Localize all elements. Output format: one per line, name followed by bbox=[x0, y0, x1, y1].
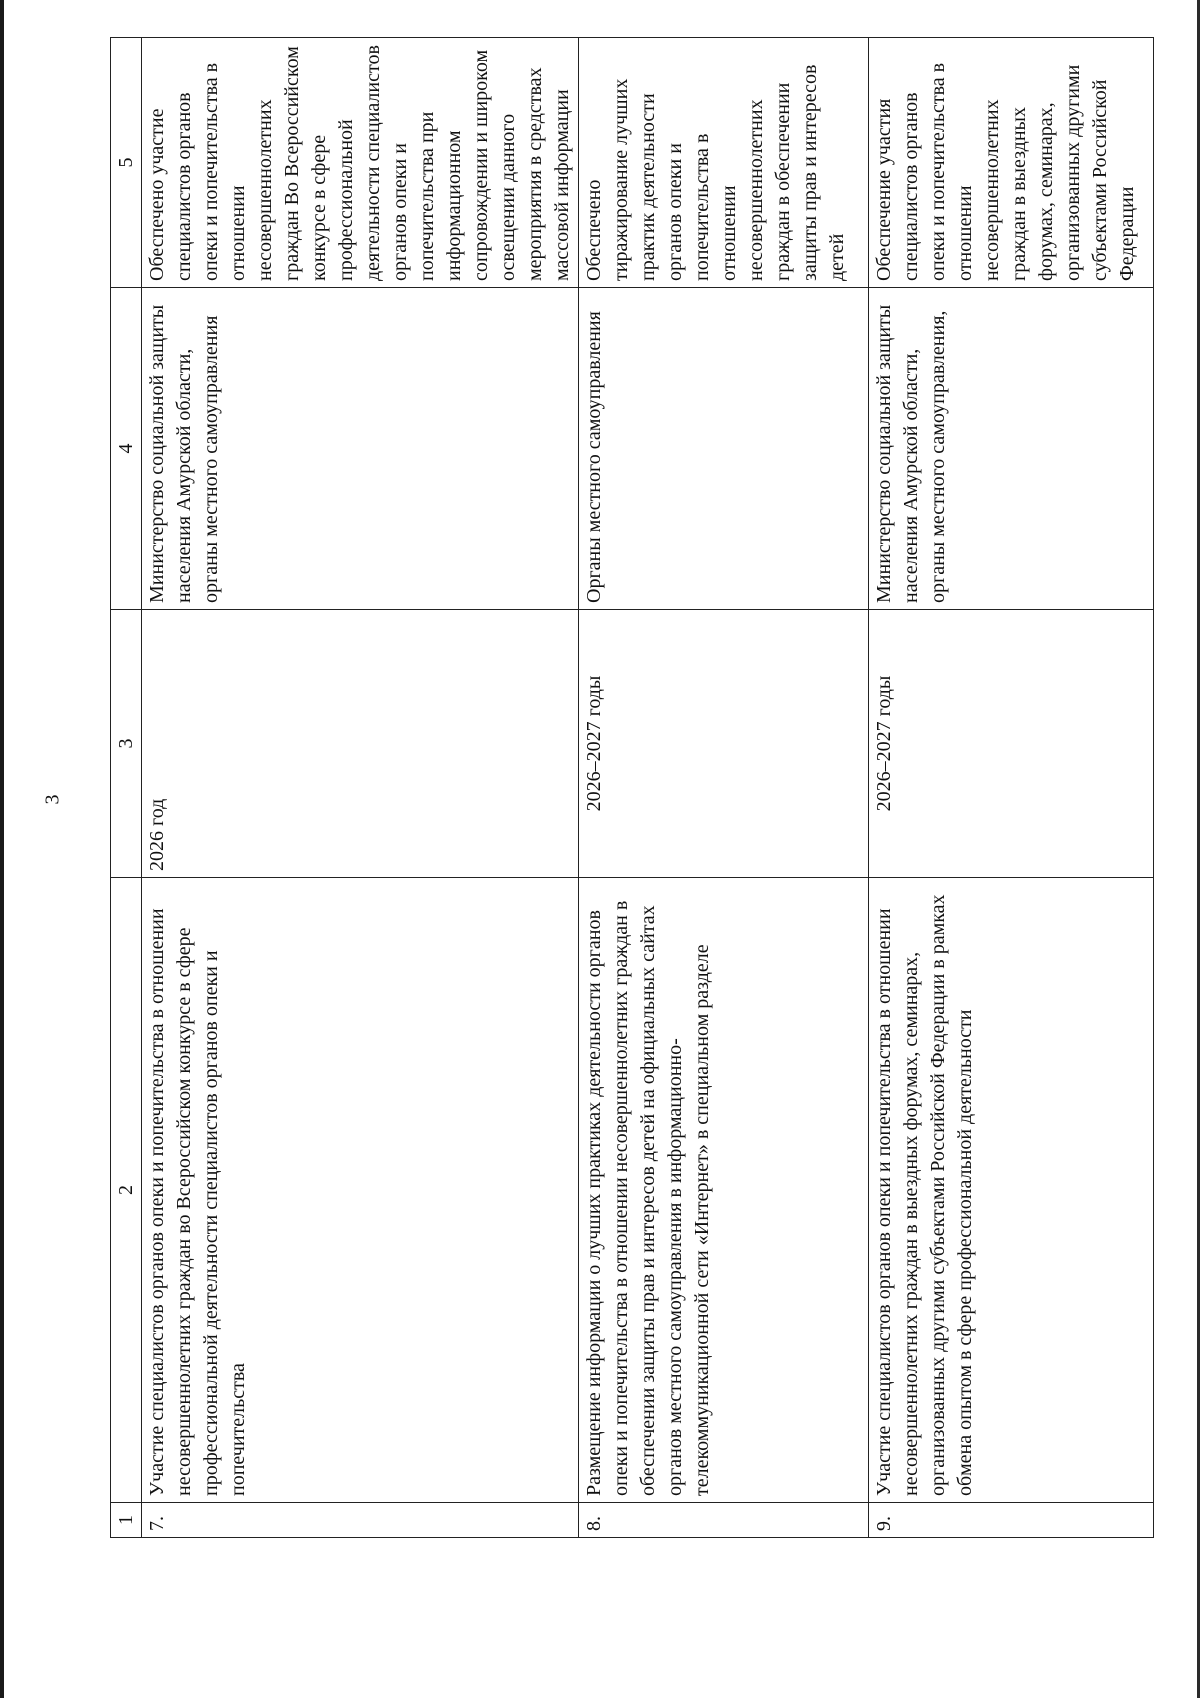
page-number: 3 bbox=[41, 794, 64, 805]
result-cell: Обеспечение участия специалистов органов опеки и попечительства в отношении несовершеннолетних граждан в выездных форумах, семинарах, организованных другими субъектами Российской Федерации bbox=[869, 38, 1154, 288]
event-cell: Размещение информации о лучших практиках деятельности органов опеки и попечительства в отношении несовершеннолетних граждан в обеспечении защиты прав и интересов детей на официальных сайтах органов местного самоуправления в информационно-телекоммуникационной сети «Интернет» в специальном разделе bbox=[579, 878, 869, 1503]
executors-cell: Министерство социальной защиты населения Амурской области, органы местного самоуправления bbox=[142, 288, 579, 610]
column-header-4: 4 bbox=[111, 288, 142, 610]
measures-table bbox=[110, 37, 1154, 1538]
period-cell: 2026–2027 годы bbox=[869, 610, 1154, 878]
result-cell: Обеспечено участие специалистов органов опеки и попечительства в отношении несовершеннолетних граждан Во Всероссийском конкурсе в сфере профессиональной деятельности специалистов органов опеки и попечительства при информационном сопровождении и широком освещении данного мероприятия в средствах массовой информации bbox=[142, 38, 579, 288]
period-cell: 2026–2027 годы bbox=[579, 610, 869, 878]
rotated-table-container bbox=[110, 38, 1138, 1538]
column-header-2: 2 bbox=[111, 878, 142, 1503]
column-header-1: 1 bbox=[111, 1503, 142, 1538]
event-cell: Участие специалистов органов опеки и попечительства в отношении несовершеннолетних граждан во Всероссийском конкурсе в сфере профессиональной деятельности специалистов органов опеки и попечительства bbox=[142, 878, 579, 1503]
table-header-row bbox=[111, 38, 142, 1538]
column-header-5: 5 bbox=[111, 38, 142, 288]
executors-cell: Министерство социальной защиты населения Амурской области, органы местного самоуправления, bbox=[869, 288, 1154, 610]
result-cell: Обеспечено тиражирование лучших практик деятельности органов опеки и попечительства в отношении несовершеннолетних граждан в обеспечении защиты прав и интересов детей bbox=[579, 38, 869, 288]
event-cell: Участие специалистов органов опеки и попечительства в отношении несовершеннолетних граждан в выездных форумах, семинарах, организованных другими субъектами Российской Федерации в рамках обмена опытом в сфере профессиональной деятельности bbox=[869, 878, 1154, 1503]
table-row bbox=[142, 38, 579, 1538]
period-cell: 2026 год bbox=[142, 610, 579, 878]
row-number: 9. bbox=[869, 1503, 1154, 1538]
table-row bbox=[579, 38, 869, 1538]
scan-edge-left bbox=[0, 0, 4, 1698]
table-row bbox=[869, 38, 1154, 1538]
executors-cell: Органы местного самоуправления bbox=[579, 288, 869, 610]
column-header-3: 3 bbox=[111, 610, 142, 878]
row-number: 7. bbox=[142, 1503, 579, 1538]
row-number: 8. bbox=[579, 1503, 869, 1538]
